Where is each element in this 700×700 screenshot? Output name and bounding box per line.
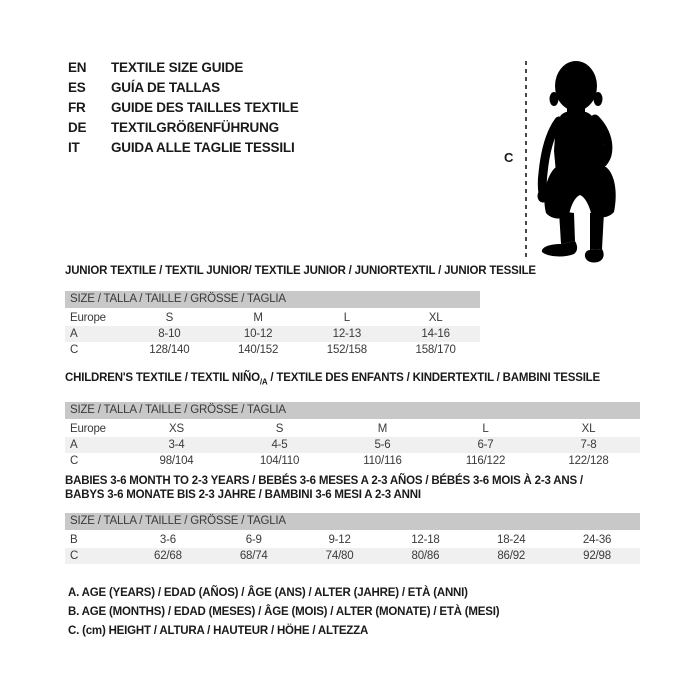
row-label: C: [70, 344, 79, 356]
table-cell: 12-18: [411, 534, 440, 546]
table-cell: 68/74: [239, 550, 268, 562]
table-cell: 140/152: [238, 344, 279, 356]
babies-size-table: [65, 474, 640, 564]
head: [550, 61, 603, 117]
table-cell: 74/80: [325, 550, 354, 562]
language-text: GUIDA ALLE TAGLIE TESSILI: [111, 140, 295, 155]
table-row: [65, 548, 640, 564]
table-cell: 10-12: [243, 328, 273, 340]
children-table-title: CHILDREN'S TEXTILE / TEXTIL $NIÑO_{/A}$ / TEXTILE DES ENFANTS / KINDERTEXTIL / BAMBINI TESSILE: [65, 372, 600, 387]
row-label: A: [70, 439, 78, 452]
nino-a-subscript: /A: [259, 377, 268, 387]
table-cell: 92/98: [583, 550, 611, 562]
language-row: [68, 58, 299, 78]
legend-note: B. AGE (MONTHS) / EDAD (MESES) / ÂGE (MOIS) / ALTER (MONATE) / ETÀ (MESI): [68, 606, 500, 618]
table-cell: 6-7: [477, 439, 494, 452]
table-body: [65, 310, 480, 358]
legs: [542, 167, 616, 263]
table-cell: 7-8: [580, 439, 597, 452]
language-list: [68, 58, 299, 158]
table-cell: 5-6: [374, 439, 391, 452]
table-cell: XS: [169, 423, 184, 436]
size-header-bar: SIZE / TALLA / TAILLE / GRÖSSE / TAGLIA: [65, 513, 640, 530]
table-body: [65, 421, 640, 469]
table-cell: 116/122: [465, 455, 506, 468]
language-text: TEXTILGRÖßENFÜHRUNG: [111, 120, 279, 135]
language-text: GUIDE DES TAILLES TEXTILE: [111, 100, 299, 115]
row-label: A: [70, 328, 78, 340]
language-text: TEXTILE SIZE GUIDE: [111, 60, 244, 75]
row-label: C: [70, 550, 79, 562]
table-cell: M: [377, 423, 388, 436]
row-label: B: [70, 534, 78, 546]
language-row: [68, 98, 299, 118]
table-cell: XL: [428, 312, 443, 324]
table-row: [65, 326, 480, 342]
table-cell: 24-36: [582, 534, 612, 546]
table-cell: 110/116: [363, 455, 402, 468]
table-row: [65, 437, 640, 453]
table-cell: 14-16: [421, 328, 450, 340]
legend-note: C. (cm) HEIGHT / ALTURA / HAUTEUR / HÖHE / ALTEZZA: [68, 625, 369, 637]
table-cell: S: [275, 423, 284, 436]
table-cell: 98/104: [159, 455, 194, 468]
language-code: IT: [68, 140, 80, 155]
table-cell: 158/170: [415, 344, 456, 356]
table-cell: 18-24: [497, 534, 526, 546]
row-label: Europe: [70, 423, 106, 436]
language-row: [68, 78, 299, 98]
language-code: FR: [68, 100, 86, 115]
table-row: [65, 453, 640, 469]
table-cell: 3-6: [159, 534, 176, 546]
height-dashed-line: [525, 61, 527, 259]
table-row: [65, 342, 480, 358]
language-row: [68, 138, 299, 158]
legend-notes: [68, 584, 499, 641]
language-code: ES: [68, 80, 86, 95]
language-code: DE: [68, 120, 87, 135]
table-cell: 12-13: [332, 328, 362, 340]
junior-size-table: [65, 264, 536, 358]
size-header-bar: SIZE / TALLA / TAILLE / GRÖSSE / TAGLIA: [65, 402, 640, 419]
legend-note: A. AGE (YEARS) / EDAD (AÑOS) / ÂGE (ANS) / ALTER (JAHRE) / ETÀ (ANNI): [68, 587, 468, 599]
table-cell: 4-5: [271, 439, 288, 452]
table-cell: 3-4: [168, 439, 185, 452]
table-body: [65, 532, 640, 564]
children-size-table: [65, 371, 640, 469]
height-label: C: [504, 150, 514, 165]
table-cell: XL: [581, 423, 596, 436]
table-cell: 6-9: [245, 534, 262, 546]
language-row: [68, 118, 299, 138]
junior-table-title: JUNIOR TEXTILE / TEXTIL JUNIOR/ TEXTILE JUNIOR / JUNIORTEXTIL / JUNIOR TESSILE: [65, 265, 536, 277]
language-text: GUÍA DE TALLAS: [111, 80, 220, 95]
table-cell: 86/92: [497, 550, 526, 562]
size-header-bar: SIZE / TALLA / TAILLE / GRÖSSE / TAGLIA: [65, 291, 480, 308]
table-cell: 122/128: [568, 455, 609, 468]
table-cell: S: [165, 312, 174, 324]
table-cell: 62/68: [154, 550, 182, 562]
row-label: C: [70, 455, 79, 468]
table-row: [65, 532, 640, 548]
table-cell: L: [343, 312, 350, 324]
toddler-silhouette-icon: [533, 55, 629, 267]
table-row: [65, 310, 480, 326]
table-cell: 128/140: [149, 344, 190, 356]
babies-title-line2: BABYS 3-6 MONATE BIS 2-3 JAHRE / BAMBINI 3-6 MESI A 2-3 ANNI: [65, 489, 421, 501]
table-cell: 8-10: [158, 328, 181, 340]
table-row: [65, 421, 640, 437]
row-label: Europe: [70, 312, 106, 324]
babies-title-line1: BABIES 3-6 MONTH TO 2-3 YEARS / BEBÉS 3-6 MESES A 2-3 AÑOS / BÉBÉS 3-6 MOIS À 2-3 ANS /: [65, 475, 583, 487]
table-cell: 152/158: [326, 344, 367, 356]
language-code: EN: [68, 60, 87, 75]
table-cell: L: [482, 423, 489, 436]
table-cell: 104/110: [259, 455, 300, 468]
babies-table-title: [65, 474, 640, 502]
table-cell: 80/86: [411, 550, 440, 562]
table-cell: M: [253, 312, 263, 324]
table-cell: 9-12: [328, 534, 351, 546]
